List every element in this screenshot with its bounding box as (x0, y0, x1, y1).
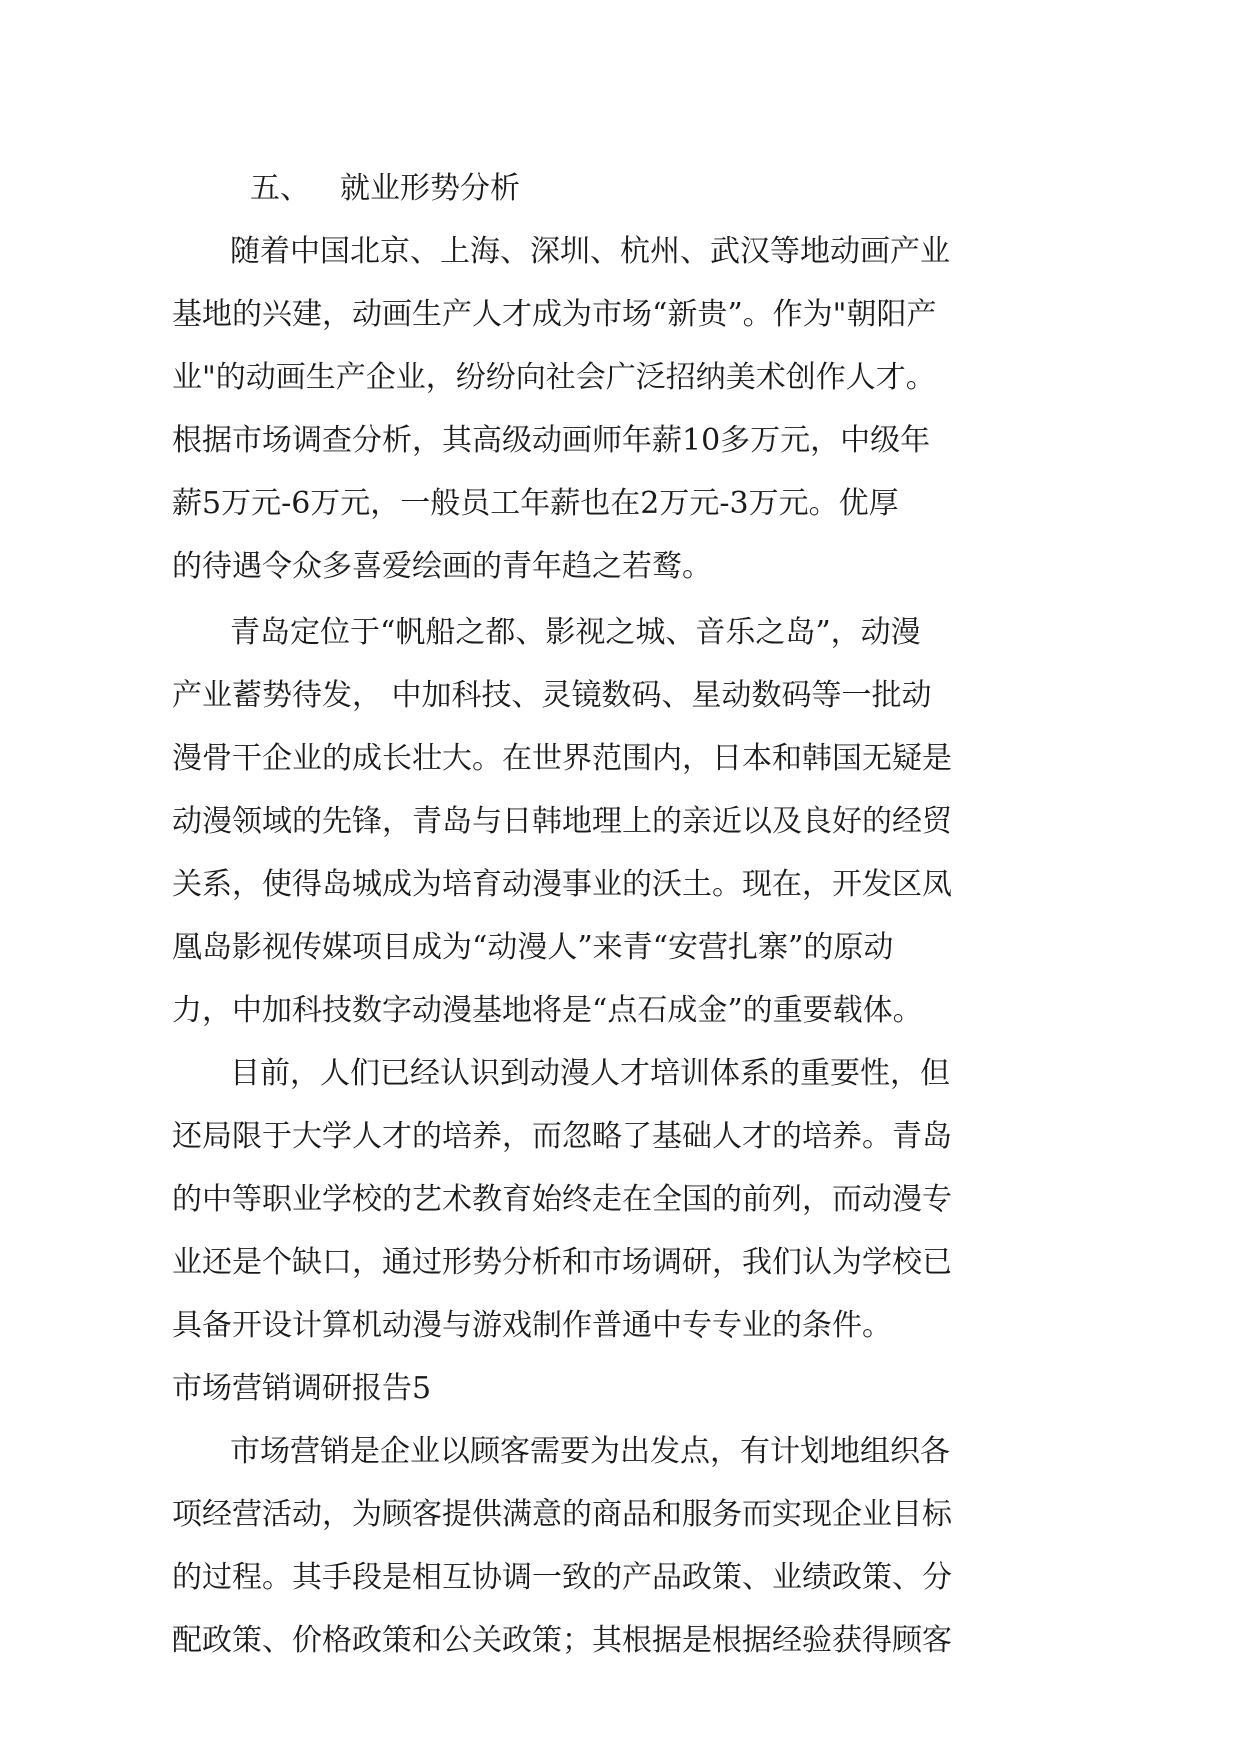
paragraph-line: 凰岛影视传媒项目成为“动漫人”来青“安营扎寨”的原动 (172, 930, 894, 965)
paragraph-line: 业"的动画生产企业，纷纷向社会广泛招纳美术创作人才。 (172, 360, 936, 395)
paragraph-line: 的过程。其手段是相互协调一致的产品政策、业绩政策、分 (172, 1560, 952, 1595)
paragraph-line: 的待遇令众多喜爱绘画的青年趋之若鹜。 (172, 549, 712, 584)
paragraph-line: 青岛定位于“帆船之都、影视之城、音乐之岛”，动漫 (230, 615, 921, 650)
report-title: 市场营销调研报告5 (172, 1371, 432, 1406)
paragraph-line: 业还是个缺口，通过形势分析和市场调研，我们认为学校已 (172, 1245, 952, 1280)
paragraph-line: 动漫领域的先锋，青岛与日韩地理上的亲近以及良好的经贸 (172, 804, 952, 839)
paragraph-line: 市场营销是企业以顾客需要为出发点，有计划地组织各 (230, 1434, 950, 1469)
paragraph-line: 基地的兴建，动画生产人才成为市场“新贵”。作为"朝阳产 (172, 297, 937, 332)
paragraph-line: 根据市场调查分析，其高级动画师年薪10多万元，中级年 (172, 423, 931, 458)
paragraph-line: 项经营活动，为顾客提供满意的商品和服务而实现企业目标 (172, 1497, 952, 1532)
paragraph-line: 漫骨干企业的成长壮大。在世界范围内，日本和韩国无疑是 (172, 741, 952, 776)
paragraph-line: 薪5万元-6万元，一般员工年薪也在2万元-3万元。优厚 (172, 486, 899, 521)
paragraph-line: 具备开设计算机动漫与游戏制作普通中专专业的条件。 (172, 1308, 892, 1343)
paragraph-line: 关系，使得岛城成为培育动漫事业的沃土。现在，开发区凤 (172, 867, 952, 902)
section-number: 五、 (250, 171, 310, 206)
paragraph-line: 产业蓄势待发， 中加科技、灵镜数码、星动数码等一批动 (172, 678, 932, 713)
paragraph-line: 配政策、价格政策和公关政策；其根据是根据经验获得顾客 (172, 1623, 952, 1658)
paragraph-line: 目前，人们已经认识到动漫人才培训体系的重要性，但 (230, 1056, 950, 1091)
paragraph-line: 还局限于大学人才的培养，而忽略了基础人才的培养。青岛 (172, 1119, 952, 1154)
paragraph-line: 随着中国北京、上海、深圳、杭州、武汉等地动画产业 (230, 234, 950, 269)
section-title: 就业形势分析 (340, 171, 520, 206)
paragraph-line: 的中等职业学校的艺术教育始终走在全国的前列，而动漫专 (172, 1182, 952, 1217)
paragraph-line: 力，中加科技数字动漫基地将是“点石成金”的重要载体。 (172, 993, 923, 1028)
section-heading (250, 163, 1241, 223)
